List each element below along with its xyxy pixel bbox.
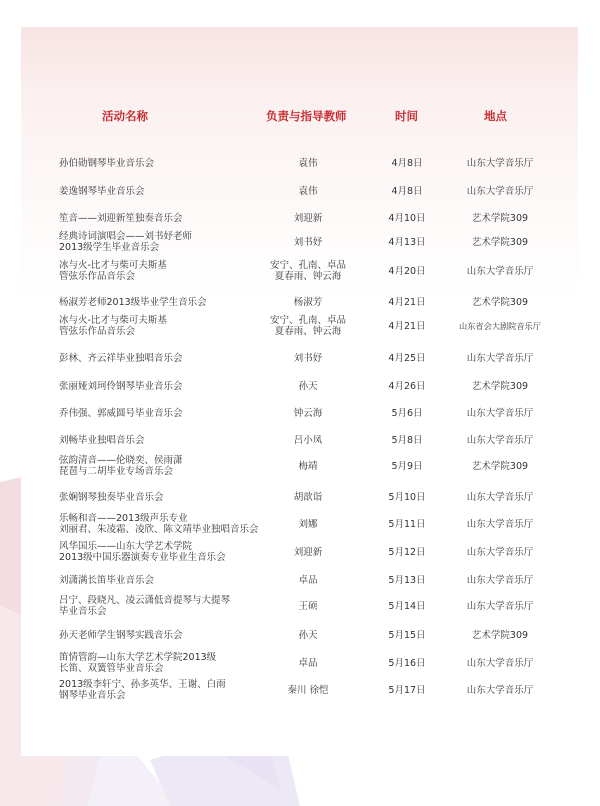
table-row: [0, 567, 600, 593]
cell-place: 山东大学音乐厅: [466, 518, 534, 530]
table-row: [0, 345, 600, 371]
table-row: [0, 150, 600, 176]
cell-name: 冰与火-比才与柴可夫斯基 管弦乐作品音乐会: [59, 260, 167, 282]
cell-teacher: 梅靖: [298, 460, 318, 472]
table-row: [0, 313, 600, 339]
table-row: [0, 400, 600, 426]
cell-place: 山东大学音乐厅: [466, 352, 534, 364]
cell-name: 姜逸钢琴毕业音乐会: [59, 185, 145, 197]
cell-teacher: 秦川 徐恺: [287, 684, 329, 696]
cell-name: 吕宁、段晓凡、凌云潇低音提琴与大提琴 毕业音乐会: [59, 595, 231, 617]
cell-place: 艺术学院309: [471, 629, 529, 641]
table-row: [0, 178, 600, 204]
cell-teacher: 刘迎新: [293, 546, 323, 558]
cell-place: 山东大学音乐厅: [466, 157, 534, 169]
cell-place: 艺术学院309: [471, 296, 529, 308]
cell-place: 山东大学音乐厅: [466, 265, 534, 277]
cell-time: 4月13日: [388, 236, 426, 248]
table-row: [0, 289, 600, 315]
cell-time: 5月11日: [388, 518, 426, 530]
cell-teacher: 吕小凤: [293, 434, 323, 446]
table-row: [0, 258, 600, 284]
cell-name: 彭林、齐云祥毕业独唱音乐会: [59, 352, 183, 364]
table-row: [0, 593, 600, 619]
table-row: [0, 677, 600, 703]
cell-place: 山东大学音乐厅: [466, 574, 534, 586]
cell-time: 5月10日: [388, 491, 426, 503]
cell-teacher: 刘娜: [298, 518, 318, 530]
cell-name: 2013级李轩宁、孙多英华、王谢、白雨 钢琴毕业音乐会: [59, 679, 226, 701]
cell-place: 艺术学院309: [471, 236, 529, 248]
header-time: 时间: [395, 109, 418, 123]
cell-teacher: 孙天: [298, 380, 318, 392]
cell-teacher: 袁伟: [298, 157, 318, 169]
cell-name: 弦韵清音——伦晓奕、侯雨潇 琵琶与二胡毕业专场音乐会: [59, 455, 183, 477]
cell-time: 5月14日: [388, 600, 426, 612]
table-row: [0, 205, 600, 231]
cell-place: 山东省会大剧院音乐厅: [459, 320, 541, 331]
cell-teacher: 杨淑芳: [293, 296, 323, 308]
cell-name: 刘畅毕业独唱音乐会: [59, 434, 145, 446]
table-row: [0, 539, 600, 565]
cell-name: 冰与火-比才与柴可夫斯基 管弦乐作品音乐会: [59, 315, 167, 337]
cell-name: 孙伯勋钢琴毕业音乐会: [59, 157, 155, 169]
table-row: [0, 622, 600, 648]
cell-name: 乐畅和音——2013级声乐专业 刘丽君、朱凌霜、凌欣、陈文靖毕业独唱音乐会: [59, 513, 259, 535]
cell-place: 山东大学音乐厅: [466, 657, 534, 669]
cell-place: 山东大学音乐厅: [466, 491, 534, 503]
cell-time: 5月6日: [391, 407, 423, 419]
cell-time: 4月21日: [388, 296, 426, 308]
table-row: [0, 229, 600, 255]
table-row: [0, 511, 600, 537]
table-row: [0, 453, 600, 479]
cell-place: 山东大学音乐厅: [466, 684, 534, 696]
cell-name: 笛情管韵—山东大学艺术学院2013级 长笛、双簧管毕业音乐会: [59, 652, 217, 674]
table-row: [0, 427, 600, 453]
cell-time: 5月17日: [388, 684, 426, 696]
cell-teacher: 刘书妤: [293, 236, 323, 248]
cell-name: 笙音——刘迎新笙独奏音乐会: [59, 212, 183, 224]
cell-place: 艺术学院309: [471, 380, 529, 392]
cell-teacher: 王硕: [298, 600, 318, 612]
cell-time: 4月21日: [388, 320, 426, 332]
cell-teacher: 袁伟: [298, 185, 318, 197]
cell-teacher: 卓品: [298, 574, 318, 586]
cell-time: 4月20日: [388, 265, 426, 277]
cell-name: 孙天老师学生钢琴实践音乐会: [59, 629, 183, 641]
cell-place: 山东大学音乐厅: [466, 407, 534, 419]
cell-place: 山东大学音乐厅: [466, 600, 534, 612]
cell-time: 5月8日: [391, 434, 423, 446]
cell-time: 4月8日: [391, 185, 423, 197]
cell-teacher: 钟云海: [293, 407, 323, 419]
cell-teacher: 胡歆诣: [293, 491, 323, 503]
cell-place: 山东大学音乐厅: [466, 546, 534, 558]
cell-time: 5月16日: [388, 657, 426, 669]
cell-time: 4月10日: [388, 212, 426, 224]
cell-name: 张娴钢琴独奏毕业音乐会: [59, 491, 164, 503]
table-row: [0, 650, 600, 676]
cell-place: 山东大学音乐厅: [466, 434, 534, 446]
table-row: [0, 373, 600, 399]
cell-name: 乔伟强、郭威圆号毕业音乐会: [59, 407, 183, 419]
header-place: 地点: [484, 109, 507, 123]
cell-name: 张丽娅刘珂伶钢琴毕业音乐会: [59, 380, 183, 392]
cell-teacher: 刘迎新: [293, 212, 323, 224]
table-row: [0, 484, 600, 510]
cell-teacher: 孙天: [298, 629, 318, 641]
cell-time: 4月8日: [391, 157, 423, 169]
cell-name: 刘潇满长笛毕业音乐会: [59, 574, 155, 586]
cell-teacher: 安宁、孔南、卓品 夏春雨、钟云海: [269, 315, 346, 337]
cell-name: 经典诗词演唱会——刘书妤老师 2013级学生毕业音乐会: [59, 231, 193, 253]
cell-place: 艺术学院309: [471, 460, 529, 472]
cell-place: 艺术学院309: [471, 212, 529, 224]
cell-time: 4月25日: [388, 352, 426, 364]
cell-teacher: 卓品: [298, 657, 318, 669]
cell-teacher: 安宁、孔南、卓品 夏春雨、钟云海: [269, 260, 346, 282]
header-teacher: 负责与指导教师: [266, 109, 347, 123]
cell-name: 风华国乐——山东大学艺术学院 2013级中国乐器演奏专业毕业生音乐会: [59, 541, 226, 563]
cell-time: 4月26日: [388, 380, 426, 392]
cell-place: 山东大学音乐厅: [466, 185, 534, 197]
cell-time: 5月12日: [388, 546, 426, 558]
cell-teacher: 刘书妤: [293, 352, 323, 364]
cell-time: 5月13日: [388, 574, 426, 586]
cell-time: 5月15日: [388, 629, 426, 641]
cell-name: 杨淑芳老师2013级毕业学生音乐会: [59, 296, 207, 308]
header-name: 活动名称: [102, 109, 148, 123]
cell-time: 5月9日: [391, 460, 423, 472]
